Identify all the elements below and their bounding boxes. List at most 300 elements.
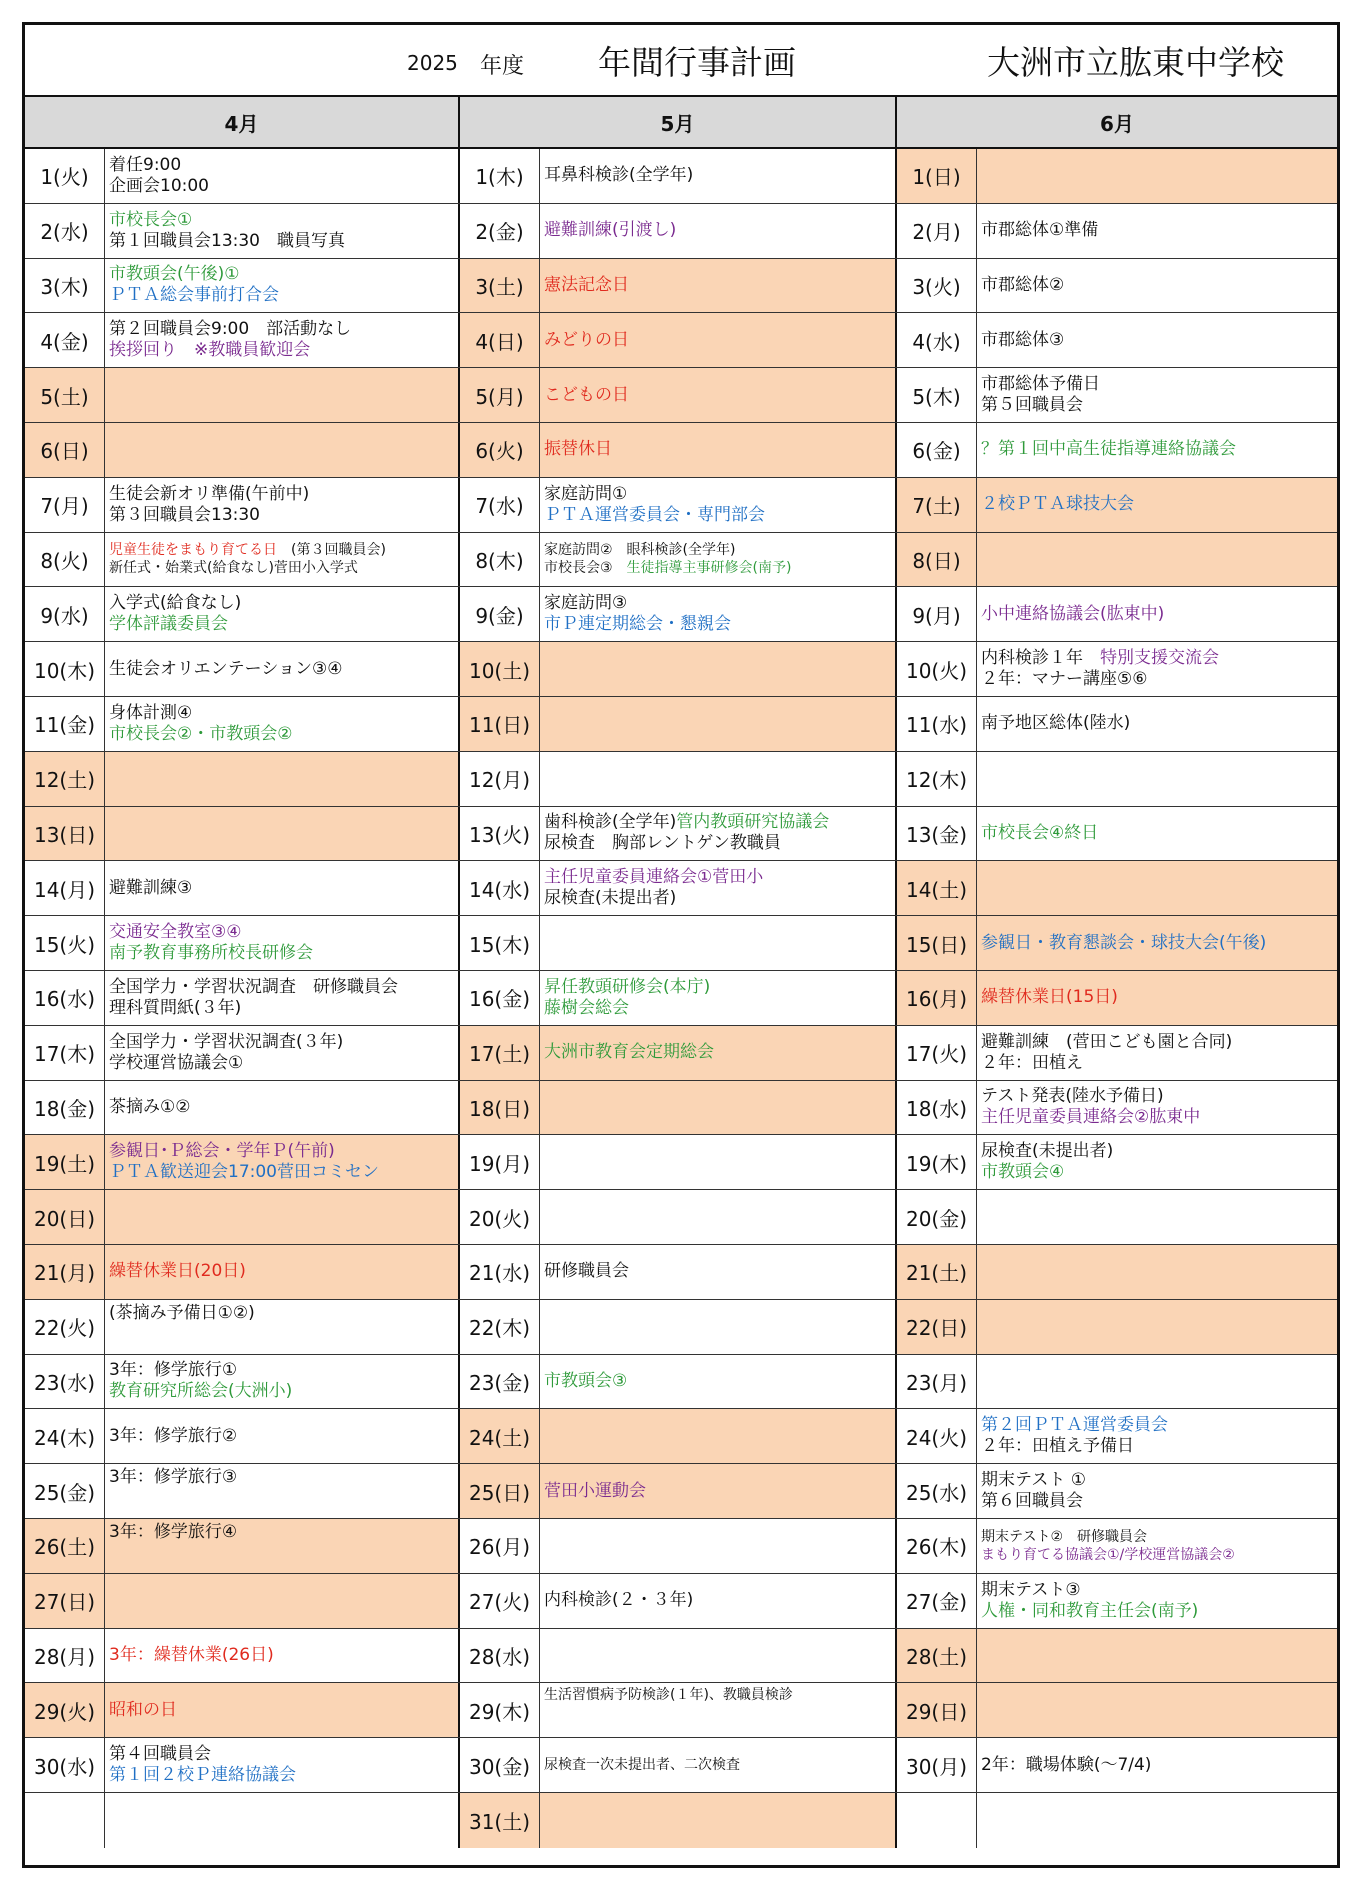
fiscal-year: 2025 [407, 51, 458, 75]
calendar-row [25, 533, 1337, 588]
event-cell [540, 478, 897, 532]
event-line [981, 1086, 1333, 1107]
event-text: 期末テスト ① [981, 1470, 1086, 1491]
day-cell-june [897, 204, 1337, 258]
school-name: 大洲市立肱東中学校 [987, 43, 1284, 82]
event-line [109, 1097, 454, 1118]
event-text: こどもの日 [544, 384, 629, 405]
event-line [109, 1141, 454, 1162]
day-label: 11(日) [460, 697, 540, 751]
event-text: 全国学力・学習状況調査(３年) [109, 1031, 344, 1052]
day-label: 28(土) [897, 1629, 977, 1683]
day-cell-may [460, 423, 897, 477]
day-cell-april [25, 1738, 460, 1792]
event-line [109, 319, 454, 340]
event-text: 研修職員会 [544, 1261, 629, 1282]
day-label: 2(金) [460, 204, 540, 258]
calendar-row [25, 1026, 1337, 1081]
day-cell-june [897, 916, 1337, 970]
event-line [544, 593, 891, 614]
event-line [109, 1426, 454, 1447]
event-line [109, 231, 454, 252]
day-label: 29(火) [25, 1683, 105, 1737]
calendar-row [25, 1245, 1337, 1300]
event-cell [105, 1355, 460, 1409]
event-text: 昇任教頭研修会(本庁) [544, 976, 711, 997]
event-cell [105, 1135, 460, 1189]
title-row [25, 25, 1337, 97]
day-label: 20(火) [460, 1190, 540, 1244]
day-cell-may [460, 971, 897, 1025]
day-label: 14(水) [460, 861, 540, 915]
day-cell-may [460, 916, 897, 970]
event-cell [105, 533, 460, 587]
day-cell-april [25, 1081, 460, 1135]
event-text-secondary: 管内教頭研究協議会 [676, 812, 830, 833]
event-text: 家庭訪問② 眼科検診(全学年) [544, 542, 736, 559]
event-cell [540, 533, 897, 587]
event-line [109, 1765, 454, 1786]
event-text: ＰＴＡ総会事前打合会 [109, 285, 279, 306]
event-line [981, 1162, 1333, 1183]
event-cell [105, 752, 460, 806]
event-cell [977, 533, 1337, 587]
event-cell [105, 1026, 460, 1080]
event-line [981, 439, 1333, 460]
event-cell [540, 1464, 897, 1518]
day-label: 27(日) [25, 1574, 105, 1628]
day-label: 16(月) [897, 971, 977, 1025]
event-cell [105, 861, 460, 915]
event-text: 学体評議委員会 [109, 614, 228, 635]
day-label: 1(木) [460, 149, 540, 203]
event-line [109, 484, 454, 505]
event-cell [105, 971, 460, 1025]
event-line [109, 1032, 454, 1053]
event-text: 第２回職員会9:00 部活動なし [109, 319, 352, 340]
day-label: 24(火) [897, 1409, 977, 1463]
day-label: 7(水) [460, 478, 540, 532]
event-cell [540, 1355, 897, 1409]
day-label: 9(水) [25, 587, 105, 641]
day-label [897, 1793, 977, 1848]
day-cell-april [25, 1190, 460, 1244]
event-text: 第２回ＰＴＡ運営委員会 [981, 1415, 1168, 1436]
calendar-row [25, 368, 1337, 423]
event-text: 第１回職員会13:30 職員写真 [109, 230, 345, 251]
event-cell [540, 1300, 897, 1354]
event-line [109, 541, 454, 559]
day-cell-april [25, 1519, 460, 1573]
event-line [544, 867, 891, 888]
event-text: 理科質問紙(３年) [109, 997, 242, 1018]
event-text: ＰＴＡ運営委員会・専門部会 [544, 504, 765, 525]
event-cell [540, 1683, 897, 1737]
event-line [109, 703, 454, 724]
event-line [544, 1756, 891, 1774]
day-label: 4(日) [460, 313, 540, 367]
day-label: 31(土) [460, 1793, 540, 1848]
day-label: 26(月) [460, 1519, 540, 1573]
event-text: 3年：修学旅行③ [109, 1467, 238, 1488]
event-text: 挨拶回り ※教職員歓迎会 [109, 340, 311, 361]
day-label: 12(月) [460, 752, 540, 806]
event-line [544, 439, 891, 460]
event-line [981, 275, 1333, 296]
event-cell [540, 807, 897, 861]
day-label: 2(月) [897, 204, 977, 258]
event-cell [540, 971, 897, 1025]
day-label [25, 1793, 105, 1848]
day-label: 28(月) [25, 1629, 105, 1683]
event-text: 繰替休業日(20日) [109, 1261, 246, 1282]
day-cell-june [897, 1738, 1337, 1792]
day-label: 23(月) [897, 1355, 977, 1409]
calendar-row [25, 1081, 1337, 1136]
day-cell-june [897, 1409, 1337, 1463]
event-line [981, 1470, 1333, 1491]
event-line [109, 505, 454, 526]
day-cell-may [460, 807, 897, 861]
day-cell-april [25, 1464, 460, 1518]
event-cell [105, 1409, 460, 1463]
day-cell-april [25, 916, 460, 970]
event-line [544, 484, 891, 505]
day-cell-may [460, 861, 897, 915]
event-cell [105, 313, 460, 367]
event-line [544, 1481, 891, 1502]
day-label: 30(月) [897, 1738, 977, 1792]
day-label: 6(火) [460, 423, 540, 477]
calendar-row [25, 861, 1337, 916]
event-line [109, 1700, 454, 1721]
day-label: 17(木) [25, 1026, 105, 1080]
day-label: 30(水) [25, 1738, 105, 1792]
event-text: テスト発表(陸水予備日) [981, 1086, 1164, 1107]
event-cell [540, 423, 897, 477]
event-text: みどりの日 [544, 329, 629, 350]
event-text: 市教頭会③ [544, 1370, 628, 1391]
day-cell-may [460, 1519, 897, 1573]
event-cell [977, 1574, 1337, 1628]
event-line [981, 669, 1333, 690]
day-label: 21(土) [897, 1245, 977, 1299]
event-cell [977, 861, 1337, 915]
day-label: 13(火) [460, 807, 540, 861]
calendar-row [25, 752, 1337, 807]
day-label: 27(火) [460, 1574, 540, 1628]
event-text: 避難訓練 (菅田こども園と合同) [981, 1031, 1233, 1052]
day-cell-june [897, 1245, 1337, 1299]
day-label: 27(金) [897, 1574, 977, 1628]
day-label: 23(金) [460, 1355, 540, 1409]
event-text: 市郡総体③ [981, 329, 1065, 350]
day-cell-april [25, 478, 460, 532]
event-text: 市郡総体予備日 [981, 374, 1100, 395]
event-line [544, 977, 891, 998]
event-text: 第６回職員会 [981, 1491, 1083, 1512]
page-title: 年間行事計画 [598, 43, 796, 82]
day-label: 12(土) [25, 752, 105, 806]
event-text: 生活習慣病予防検診(１年)、教職員検診 [544, 1687, 793, 1704]
day-cell-april [25, 587, 460, 641]
event-text: 生徒会オリエンテーション③④ [109, 658, 343, 679]
day-cell-april [25, 1300, 460, 1354]
event-cell [540, 1519, 897, 1573]
event-cell [977, 1081, 1337, 1135]
event-text: 菅田小運動会 [544, 1480, 646, 1501]
event-text: 尿検査(未提出者) [981, 1141, 1114, 1162]
event-line [981, 1491, 1333, 1512]
event-line [109, 614, 454, 635]
event-line [544, 1371, 891, 1392]
day-cell-april [25, 807, 460, 861]
event-cell [105, 204, 460, 258]
day-label: 10(土) [460, 642, 540, 696]
event-text: 第４回職員会 [109, 1744, 211, 1764]
day-cell-may [460, 1683, 897, 1737]
event-line [109, 264, 454, 285]
event-line [109, 210, 454, 231]
event-line [109, 559, 454, 577]
event-line [109, 1645, 454, 1666]
event-text: 企画会10:00 [109, 175, 209, 196]
event-text-secondary: 生徒指導主事研修会(南予) [612, 560, 792, 577]
event-text: 耳鼻科検診(全学年) [544, 165, 694, 186]
event-cell [540, 642, 897, 696]
day-label: 2(水) [25, 204, 105, 258]
event-text: 繰替休業日(15日) [981, 987, 1118, 1008]
event-text: 市Ｐ連定期総会・懇親会 [544, 614, 731, 635]
event-cell [977, 1519, 1337, 1573]
day-cell-june [897, 478, 1337, 532]
calendar-row [25, 1629, 1337, 1684]
event-text: 家庭訪問③ [544, 593, 628, 614]
event-text: ＰＴＡ歓送迎会17:00菅田コミセン [109, 1162, 379, 1183]
day-cell-may [460, 642, 897, 696]
event-text: ２年：田植え予備日 [981, 1436, 1134, 1457]
day-label: 11(水) [897, 697, 977, 751]
event-line [109, 943, 454, 964]
calendar-row [25, 1793, 1337, 1848]
event-text: 市教頭会(午後)① [109, 264, 240, 285]
event-text: 3年：修学旅行① [109, 1360, 238, 1381]
event-cell [105, 587, 460, 641]
event-line [981, 220, 1333, 241]
day-cell-june [897, 587, 1337, 641]
event-text: 人権・同和教育主任会(南予) [981, 1600, 1199, 1621]
day-cell-may [460, 204, 897, 258]
calendar-row [25, 313, 1337, 368]
event-line [544, 165, 891, 186]
day-cell-june [897, 313, 1337, 367]
event-text: ２年：田植え [981, 1052, 1083, 1073]
day-label: 21(水) [460, 1245, 540, 1299]
day-label: 1(日) [897, 149, 977, 203]
day-cell-may [460, 1738, 897, 1792]
event-cell [105, 423, 460, 477]
event-cell [540, 1409, 897, 1463]
day-label: 3(木) [25, 259, 105, 313]
day-cell-may [460, 1081, 897, 1135]
event-text: 市郡総体② [981, 274, 1065, 295]
day-cell-april [25, 1245, 460, 1299]
event-text: 参観日・教育懇談会・球技大会(午後) [981, 932, 1267, 953]
day-label: 5(月) [460, 368, 540, 422]
day-cell-may [460, 1190, 897, 1244]
event-cell [977, 1355, 1337, 1409]
event-text: 児童生徒をまもり育てる日 [109, 542, 277, 559]
event-line [981, 1528, 1333, 1546]
calendar-row [25, 1409, 1337, 1464]
event-cell [977, 259, 1337, 313]
day-cell-april [25, 1574, 460, 1628]
event-line [109, 285, 454, 306]
event-cell [540, 752, 897, 806]
day-label: 22(木) [460, 1300, 540, 1354]
event-text: 市校長会① [109, 209, 193, 230]
day-label: 17(火) [897, 1026, 977, 1080]
day-cell-may [460, 1574, 897, 1628]
calendar-row [25, 1738, 1337, 1793]
event-text: 家庭訪問① [544, 483, 628, 504]
day-label: 25(金) [25, 1464, 105, 1518]
event-line [109, 176, 454, 197]
event-text: 大洲市教育会定期総会 [544, 1042, 714, 1063]
day-cell-may [460, 1793, 897, 1848]
calendar-row [25, 971, 1337, 1026]
calendar-row [25, 1574, 1337, 1629]
event-cell [540, 1026, 897, 1080]
calendar-row [25, 916, 1337, 971]
calendar-row [25, 1519, 1337, 1574]
event-cell [105, 478, 460, 532]
event-line [109, 1053, 454, 1074]
event-cell [105, 1683, 460, 1737]
event-line [981, 1053, 1333, 1074]
event-line [981, 1415, 1333, 1436]
event-text: (茶摘み予備日①②) [109, 1302, 255, 1323]
day-cell-april [25, 1629, 460, 1683]
event-line [981, 987, 1333, 1008]
calendar-row [25, 1300, 1337, 1355]
event-line [544, 505, 891, 526]
day-label: 4(金) [25, 313, 105, 367]
day-label: 16(金) [460, 971, 540, 1025]
event-line [109, 1162, 454, 1183]
day-cell-june [897, 807, 1337, 861]
event-text-secondary: (第３回職員会) [277, 542, 386, 559]
day-cell-june [897, 1793, 1337, 1848]
event-text: 避難訓練(引渡し) [544, 220, 677, 241]
event-line [109, 998, 454, 1019]
event-text: 学校運営協議会① [109, 1052, 244, 1073]
day-cell-may [460, 1629, 897, 1683]
day-cell-may [460, 587, 897, 641]
event-cell [105, 807, 460, 861]
event-line [544, 541, 891, 559]
event-cell [977, 478, 1337, 532]
day-cell-june [897, 1629, 1337, 1683]
day-cell-april [25, 1793, 460, 1848]
event-text: 小中連絡協議会(肱東中) [981, 603, 1165, 624]
day-cell-may [460, 149, 897, 203]
event-cell [977, 1629, 1337, 1683]
event-cell [977, 423, 1337, 477]
event-text: 新任式・始業式(給食なし)菅田小入学式 [109, 560, 358, 577]
day-label: 30(金) [460, 1738, 540, 1792]
event-cell [977, 1793, 1337, 1848]
day-cell-may [460, 1026, 897, 1080]
event-text: 身体計測④ [109, 702, 193, 723]
event-cell [977, 1409, 1337, 1463]
day-cell-april [25, 697, 460, 751]
day-cell-may [460, 1355, 897, 1409]
event-line [109, 724, 454, 745]
event-text: 第１回２校Ｐ連絡協議会 [109, 1765, 296, 1785]
event-line [109, 1381, 454, 1402]
day-label: 18(日) [460, 1081, 540, 1135]
event-line [981, 374, 1333, 395]
event-line [981, 713, 1333, 734]
event-cell [977, 697, 1337, 751]
day-cell-may [460, 752, 897, 806]
month-header-row [25, 97, 1337, 149]
event-text: 茶摘み①② [109, 1096, 191, 1117]
event-cell [105, 1190, 460, 1244]
event-cell [105, 1574, 460, 1628]
event-cell [105, 1793, 460, 1848]
calendar-row [25, 697, 1337, 752]
month-header-april: 4月 [25, 97, 460, 147]
event-text: ？第１回中高生徒指導連絡協議会 [981, 439, 1236, 460]
event-line [981, 1601, 1333, 1622]
day-label: 25(水) [897, 1464, 977, 1518]
day-label: 29(日) [897, 1683, 977, 1737]
event-cell [977, 1683, 1337, 1737]
day-label: 11(金) [25, 697, 105, 751]
event-line [109, 659, 454, 680]
day-label: 19(木) [897, 1135, 977, 1189]
day-cell-june [897, 1683, 1337, 1737]
event-cell [977, 971, 1337, 1025]
event-text: 内科検診(２・３年) [544, 1590, 694, 1611]
day-cell-june [897, 971, 1337, 1025]
day-cell-june [897, 149, 1337, 203]
event-cell [977, 1026, 1337, 1080]
event-line [109, 155, 454, 176]
day-label: 9(月) [897, 587, 977, 641]
event-cell [977, 807, 1337, 861]
event-cell [105, 368, 460, 422]
day-cell-june [897, 1574, 1337, 1628]
month-header-may: 5月 [460, 97, 897, 147]
day-cell-june [897, 259, 1337, 313]
event-cell [977, 368, 1337, 422]
day-cell-june [897, 1300, 1337, 1354]
event-text: 3年：繰替休業(26日) [109, 1644, 274, 1665]
event-cell [540, 368, 897, 422]
event-line [109, 340, 454, 361]
day-cell-april [25, 861, 460, 915]
event-cell [540, 1738, 897, 1792]
day-label: 8(日) [897, 533, 977, 587]
event-line [109, 922, 454, 943]
event-cell [105, 642, 460, 696]
event-text: 市校長会②・市教頭会② [109, 723, 293, 744]
event-text: 交通安全教室③④ [109, 922, 242, 943]
schedule-sheet [22, 22, 1340, 1868]
